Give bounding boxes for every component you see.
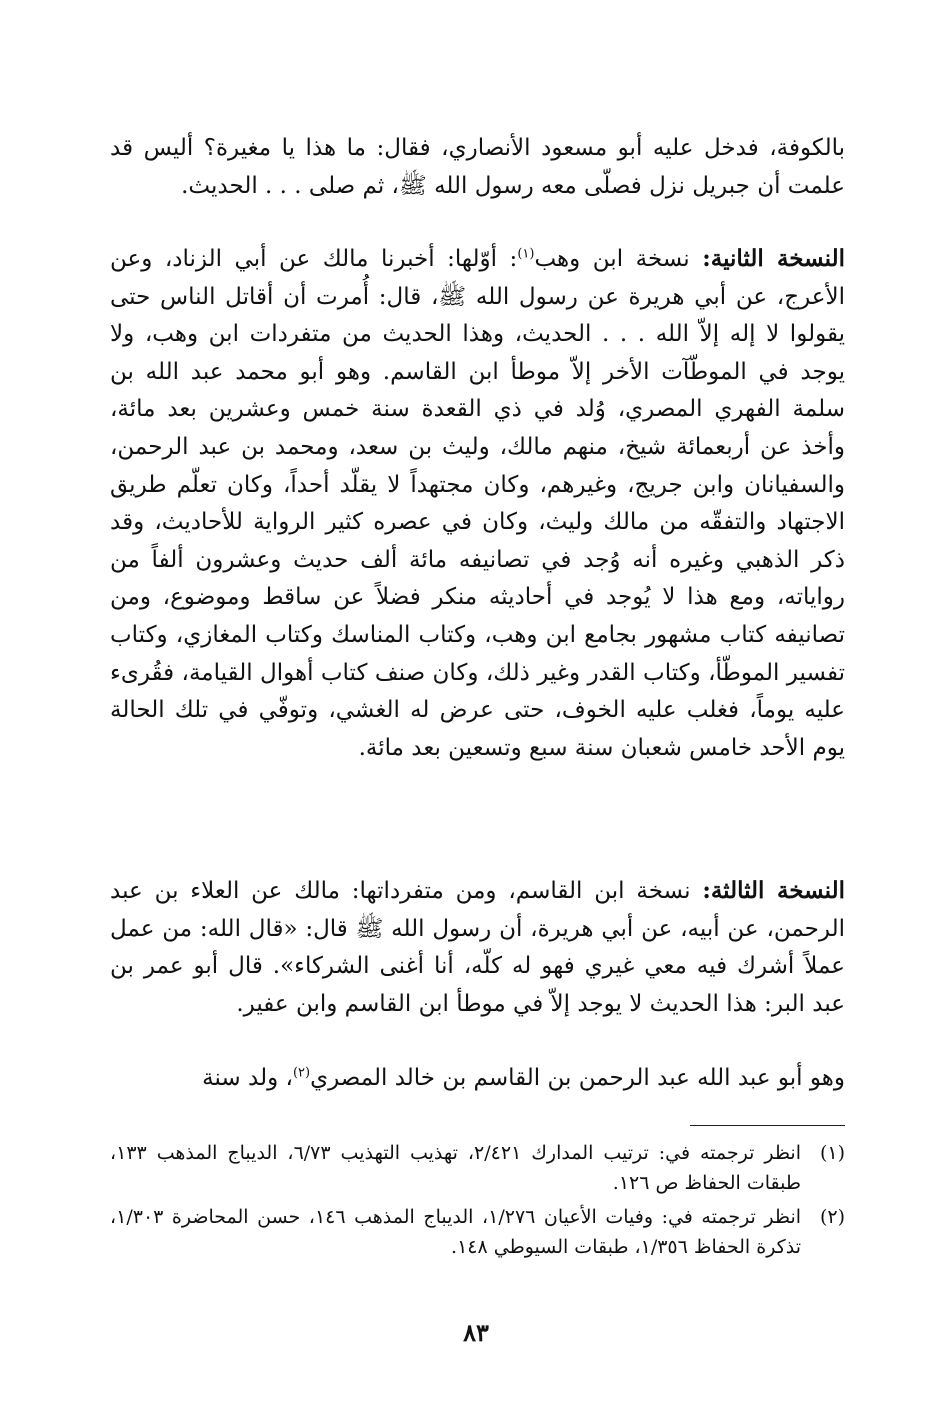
paragraph-3-text bbox=[110, 872, 845, 1023]
paragraph-2-heading: النسخة الثانية: bbox=[702, 245, 846, 272]
paragraph-3 bbox=[110, 872, 845, 1023]
footnote-1-text: انظر ترجمته في: ترتيب المدارك ٢/٤٢١، تهذيب التهذيب ٦/٧٣، الديباج المذهب ١٣٣، طبقات الحفاظ ص ١٢٦. bbox=[110, 1142, 801, 1194]
footnote-2-number: (٢) bbox=[819, 1206, 845, 1228]
footnote-1-number: (١) bbox=[819, 1142, 845, 1164]
paragraph-4-text bbox=[110, 1060, 845, 1098]
page-number: ٨٣ bbox=[463, 1318, 489, 1347]
footnote-divider bbox=[690, 1125, 845, 1126]
footnote-1 bbox=[110, 1138, 845, 1198]
paragraph-4-start: وهو أبو عبد الله عبد الرحمن بن القاسم بن خالد المصري bbox=[310, 1065, 845, 1091]
footnotes bbox=[110, 1138, 845, 1266]
footnote-2-text: انظر ترجمته في: وفيات الأعيان ١/٢٧٦، الديباج المذهب ١٤٦، حسن المحاضرة ١/٣٠٣، تذكرة الحفاظ ١/٣٥٦، طبقات السيوطي ١٤٨. bbox=[110, 1206, 802, 1258]
paragraph-4-end: ، ولد سنة bbox=[202, 1065, 293, 1091]
footnote-2 bbox=[110, 1202, 845, 1262]
paragraph-1-text: بالكوفة، فدخل عليه أبو مسعود الأنصاري، فقال: ما هذا يا مغيرة؟ أليس قد علمت أن جبريل نزل فصلّى معه رسول الله ﷺ، ثم صلى . . . الحديث. bbox=[110, 135, 845, 199]
paragraph-2-body: : أوّلها: أخبرنا مالك عن أبي الزناد، وعن الأعرج، عن أبي هريرة عن رسول الله ﷺ، قال: أُمرت أن أقاتل الناس حتى يقولوا لا إله إلاّ الله . . . الحديث، وهذا الحديث من متفردات ابن وهب، ولا يوجد في الموطّآت الأخر إلاّ موطأ ابن القاسم. وهو أبو محمد عبد الله بن سلمة الفهري المصري، وُلد في ذي القعدة سنة خمس وعشرين بعد مائة، وأخذ عن أربعمائة شيخ، منهم مالك، وليث بن سعد، ومحمد بن عبد الرحمن، والسفيانان وابن جريج، وغيرهم، وكان مجتهداً لا يقلّد أحداً، وكان تعلّم طريق الاجتهاد والتفقّه من مالك وليث، وكان في عصره كثير الرواية للأحاديث، وقد ذكر الذهبي وغيره أنه وُجد في تصانيفه مائة ألف حديث وعشرون ألفاً من رواياته، ومع هذا لا يُوجد في أحاديثه منكر فضلاً عن ساقط وموضوع، ومن تصانيفه كتاب مشهور بجامع ابن وهب، وكتاب المناسك وكتاب المغازي، وكتاب تفسير الموطّأ، وكتاب القدر وغير ذلك، وكان صنف كتاب أهوال القيامة، فقُرىء عليه يوماً، فغلب عليه الخوف، حتى عرض له الغشي، وتوفّي في تلك الحالة يوم الأحد خامس شعبان سنة سبع وتسعين بعد مائة. bbox=[110, 246, 845, 761]
paragraph-3-heading: النسخة الثالثة: bbox=[702, 877, 846, 904]
paragraph-1 bbox=[110, 130, 845, 205]
footnote-ref-1: (١) bbox=[517, 246, 535, 262]
paragraph-2-intro: نسخة ابن وهب bbox=[534, 246, 690, 272]
footnote-ref-2: (٢) bbox=[292, 1065, 311, 1081]
paragraph-4 bbox=[110, 1060, 845, 1098]
paragraph-2 bbox=[110, 240, 845, 767]
paragraph-3-body: نسخة ابن القاسم، ومن متفرداتها: مالك عن العلاء بن عبد الرحمن، عن أبيه، عن أبي هريرة، أن رسول الله ﷺ قال: «قال الله: من عمل عملاً أشرك فيه معي غيري فهو له كلّه، أنا أغنى الشركاء». قال أبو عمر بن عبد البر: هذا الحديث لا يوجد إلاّ في موطأ ابن القاسم وابن عفير. bbox=[110, 878, 845, 1017]
paragraph-2-text bbox=[110, 240, 845, 767]
